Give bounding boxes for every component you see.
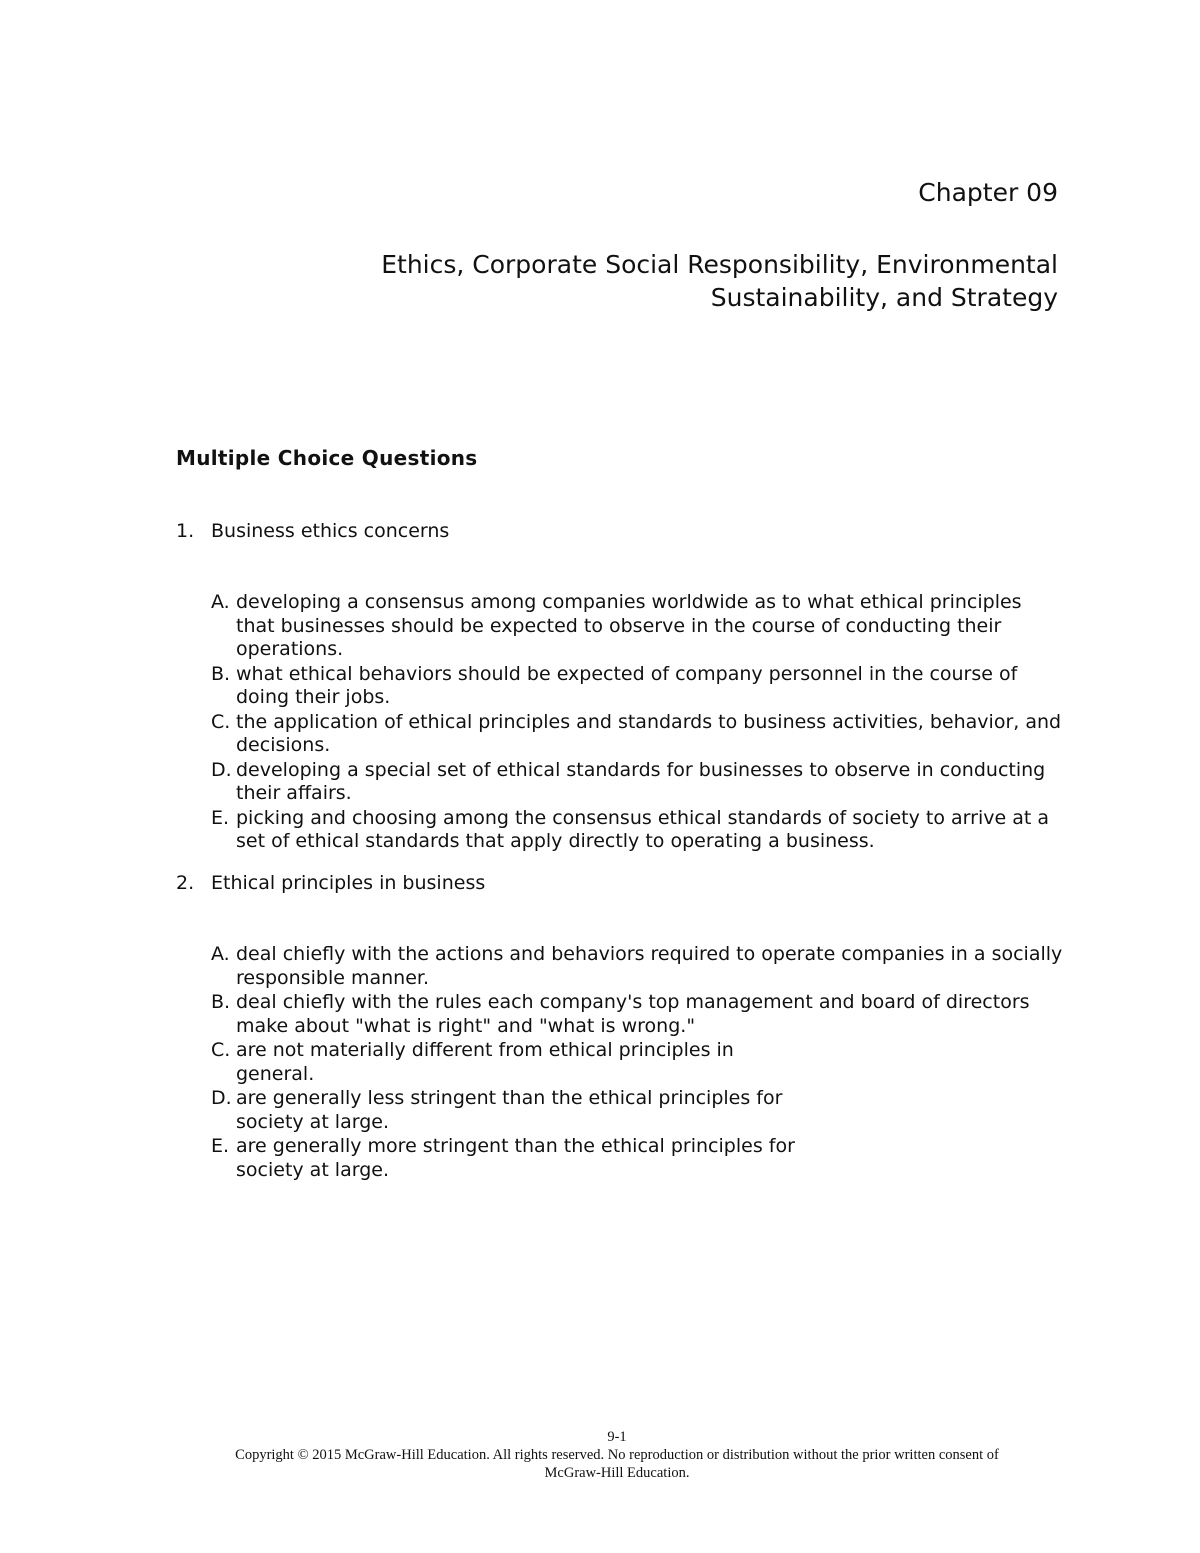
chapter-title-line-1: Ethics, Corporate Social Responsibility, Environmental (381, 250, 1058, 279)
copyright-notice: Copyright © 2015 McGraw-Hill Education. All rights reserved. No reproduction or distribution without the prior written consent of (235, 1447, 999, 1463)
option-letter: B. (211, 662, 231, 685)
question-text: Business ethics concerns (211, 520, 450, 542)
option-letter: E. (211, 1135, 230, 1157)
option-letter: B. (211, 991, 231, 1013)
option-text: the application of ethical principles and standards to business activities, behavior, and decisions. (236, 710, 1062, 756)
option-letter: A. (211, 591, 230, 613)
option-text: are not materially different from ethical principles in general. (236, 1039, 734, 1085)
question-stem (176, 871, 1066, 895)
section-heading: Multiple Choice Questions (176, 446, 478, 470)
answer-options (211, 943, 1066, 1182)
answer-option-e (211, 1135, 1066, 1182)
option-letter: E. (211, 806, 230, 829)
chapter-title (381, 248, 1058, 314)
page-footer (0, 1428, 1200, 1482)
question-number: 1. (176, 520, 195, 542)
copyright-notice-end: McGraw-Hill Education. (544, 1465, 690, 1481)
answer-option-b (211, 663, 1066, 710)
chapter-title-line-2: Sustainability, and Strategy (710, 283, 1058, 312)
answer-option-e (211, 807, 1066, 854)
question-number: 2. (176, 872, 195, 894)
option-letter: D. (211, 1087, 232, 1109)
page-number: 9-1 (607, 1429, 627, 1445)
answer-option-c (211, 711, 1066, 758)
option-text: deal chiefly with the rules each company's top management and board of directors make about "what is right" and "what is wrong." (236, 991, 1030, 1037)
question-text: Ethical principles in business (211, 872, 486, 894)
option-text: developing a consensus among companies worldwide as to what ethical principles that businesses should be expected to observe in the course of conducting their operations. (236, 591, 1022, 660)
option-text: developing a special set of ethical standards for businesses to observe in conducting their affairs. (236, 758, 1046, 804)
option-text: deal chiefly with the actions and behaviors required to operate companies in a socially responsible manner. (236, 943, 1063, 989)
option-text: are generally less stringent than the ethical principles for society at large. (236, 1087, 783, 1133)
option-text: picking and choosing among the consensus ethical standards of society to arrive at a set of ethical standards that apply directly to operating a business. (236, 806, 1049, 852)
chapter-number: Chapter 09 (918, 178, 1058, 207)
answer-options (211, 591, 1066, 854)
option-letter: C. (211, 710, 231, 733)
option-letter: C. (211, 1039, 231, 1061)
option-letter: D. (211, 758, 232, 781)
question-stem (176, 519, 1066, 543)
answer-option-a (211, 591, 1066, 662)
option-text: are generally more stringent than the ethical principles for society at large. (236, 1135, 795, 1181)
question-2 (176, 871, 1066, 1183)
option-text: what ethical behaviors should be expected of company personnel in the course of doing their jobs. (236, 662, 1018, 708)
answer-option-d (211, 1087, 1066, 1134)
answer-option-d (211, 759, 1066, 806)
option-letter: A. (211, 943, 230, 965)
answer-option-a (211, 943, 1066, 990)
answer-option-c (211, 1039, 1066, 1086)
question-1 (176, 519, 1066, 855)
answer-option-b (211, 991, 1066, 1038)
